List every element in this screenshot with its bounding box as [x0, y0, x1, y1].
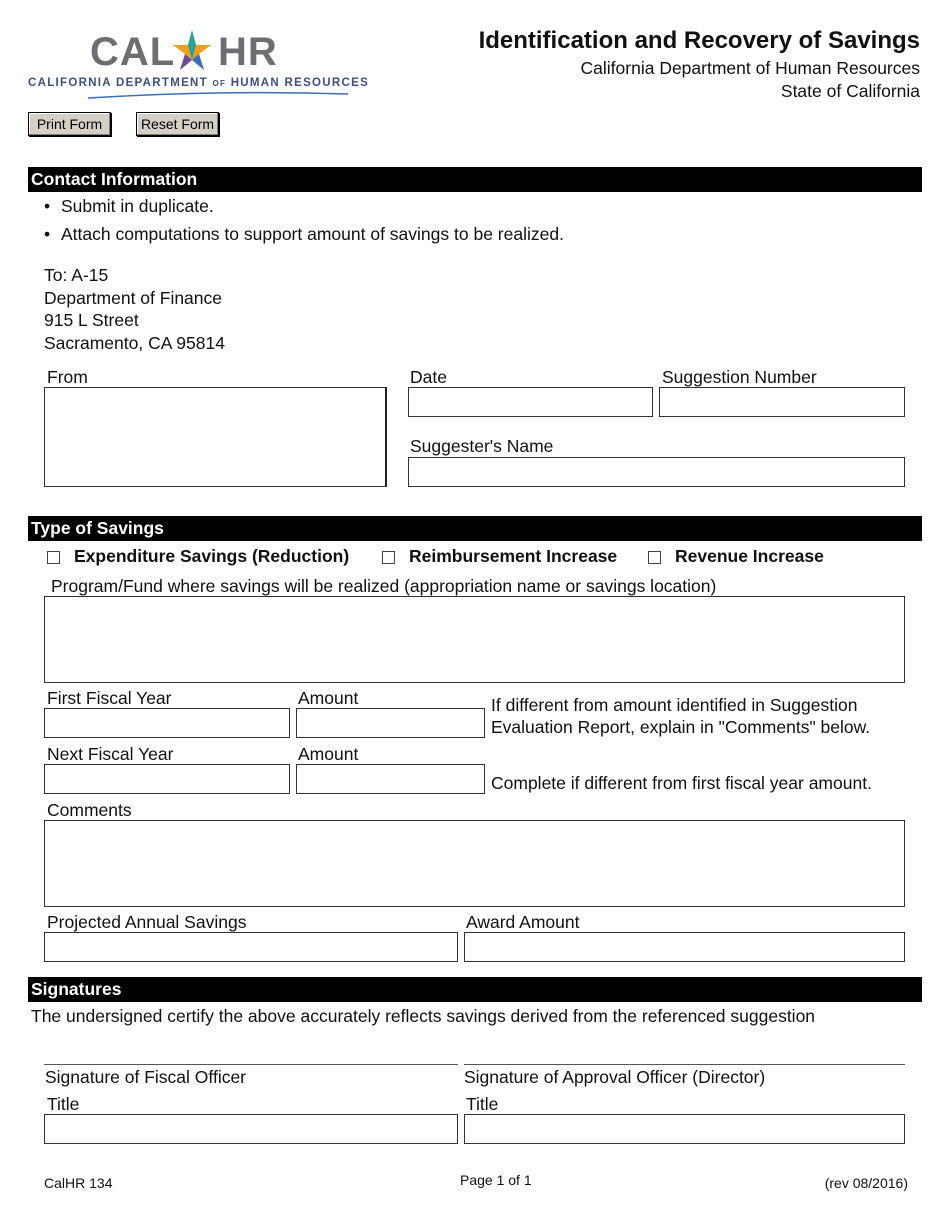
approval-title-field[interactable] [464, 1114, 905, 1144]
first-amount-note-2: Evaluation Report, explain in "Comments" below. [491, 717, 871, 737]
reimbursement-increase-label: Reimbursement Increase [409, 546, 618, 566]
comments-label: Comments [47, 800, 132, 820]
suggester-name-label: Suggester's Name [410, 436, 554, 456]
mailing-address: To: A-15 Department of Finance 915 L Street Sacramento, CA 95814 [44, 265, 225, 353]
state-name: State of California [780, 81, 920, 101]
page-number: Page 1 of 1 [460, 1172, 532, 1188]
approval-officer-label: Signature of Approval Officer (Director) [464, 1067, 766, 1087]
first-amount-field[interactable] [296, 708, 485, 738]
next-fiscal-year-field[interactable] [44, 764, 290, 794]
logo-subtitle: CALIFORNIA DEPARTMENT OF HUMAN RESOURCES [28, 77, 370, 89]
suggestion-number-field[interactable] [659, 387, 905, 417]
logo-text-hr: HR [218, 30, 278, 74]
calhr-logo [28, 28, 370, 100]
approval-title-label: Title [466, 1094, 499, 1114]
instructions-list [44, 196, 564, 252]
fiscal-officer-signature-line[interactable] [44, 1064, 458, 1065]
section-header-savings: Type of Savings [28, 516, 922, 541]
reimbursement-increase-checkbox[interactable] [382, 551, 395, 564]
first-amount-note-1: If different from amount identified in Suggestion [491, 695, 858, 715]
award-amount-label: Award Amount [466, 912, 580, 932]
fiscal-title-label: Title [47, 1094, 80, 1114]
comments-field[interactable] [44, 820, 905, 907]
form-title: Identification and Recovery of Savings [478, 27, 920, 54]
expenditure-savings-label: Expenditure Savings (Reduction) [74, 546, 350, 566]
first-amount-label: Amount [298, 688, 359, 708]
section-header-signatures: Signatures [28, 977, 922, 1002]
suggestion-number-label: Suggestion Number [662, 367, 817, 387]
fiscal-officer-label: Signature of Fiscal Officer [45, 1067, 247, 1087]
logo-text-cal: CAL [90, 30, 176, 74]
date-label: Date [410, 367, 447, 387]
expenditure-savings-checkbox[interactable] [47, 551, 60, 564]
fiscal-title-field[interactable] [44, 1114, 458, 1144]
program-fund-label: Program/Fund where savings will be realized (appropriation name or savings location) [51, 576, 717, 596]
revenue-increase-checkbox[interactable] [648, 551, 661, 564]
suggester-name-field[interactable] [408, 457, 905, 487]
section-header-contact: Contact Information [28, 167, 922, 192]
next-fiscal-year-label: Next Fiscal Year [47, 744, 174, 764]
from-field[interactable] [44, 387, 387, 487]
next-amount-label: Amount [298, 744, 359, 764]
department-name: California Department of Human Resources [580, 58, 920, 78]
star-logo-icon [170, 28, 214, 74]
program-fund-field[interactable] [44, 596, 905, 683]
projected-savings-label: Projected Annual Savings [47, 912, 247, 932]
form-number: CalHR 134 [44, 1175, 113, 1191]
from-label: From [47, 367, 88, 387]
next-amount-note: Complete if different from first fiscal year amount. [491, 773, 872, 793]
next-amount-field[interactable] [296, 764, 485, 794]
list-item: • Submit in duplicate. [44, 196, 564, 224]
projected-savings-field[interactable] [44, 932, 458, 962]
revision-date: (rev 08/2016) [824, 1175, 908, 1191]
reset-form-button[interactable]: Reset Form [136, 112, 219, 136]
award-amount-field[interactable] [464, 932, 905, 962]
first-fiscal-year-label: First Fiscal Year [47, 688, 172, 708]
first-fiscal-year-field[interactable] [44, 708, 290, 738]
logo-swoosh [88, 90, 348, 100]
list-item: • Attach computations to support amount of savings to be realized. [44, 224, 564, 252]
approval-officer-signature-line[interactable] [464, 1064, 905, 1065]
print-form-button[interactable]: Print Form [28, 112, 111, 136]
certification-statement: The undersigned certify the above accurately reflects savings derived from the referenced suggestion [31, 1006, 816, 1026]
revenue-increase-label: Revenue Increase [675, 546, 824, 566]
date-field[interactable] [408, 387, 653, 417]
